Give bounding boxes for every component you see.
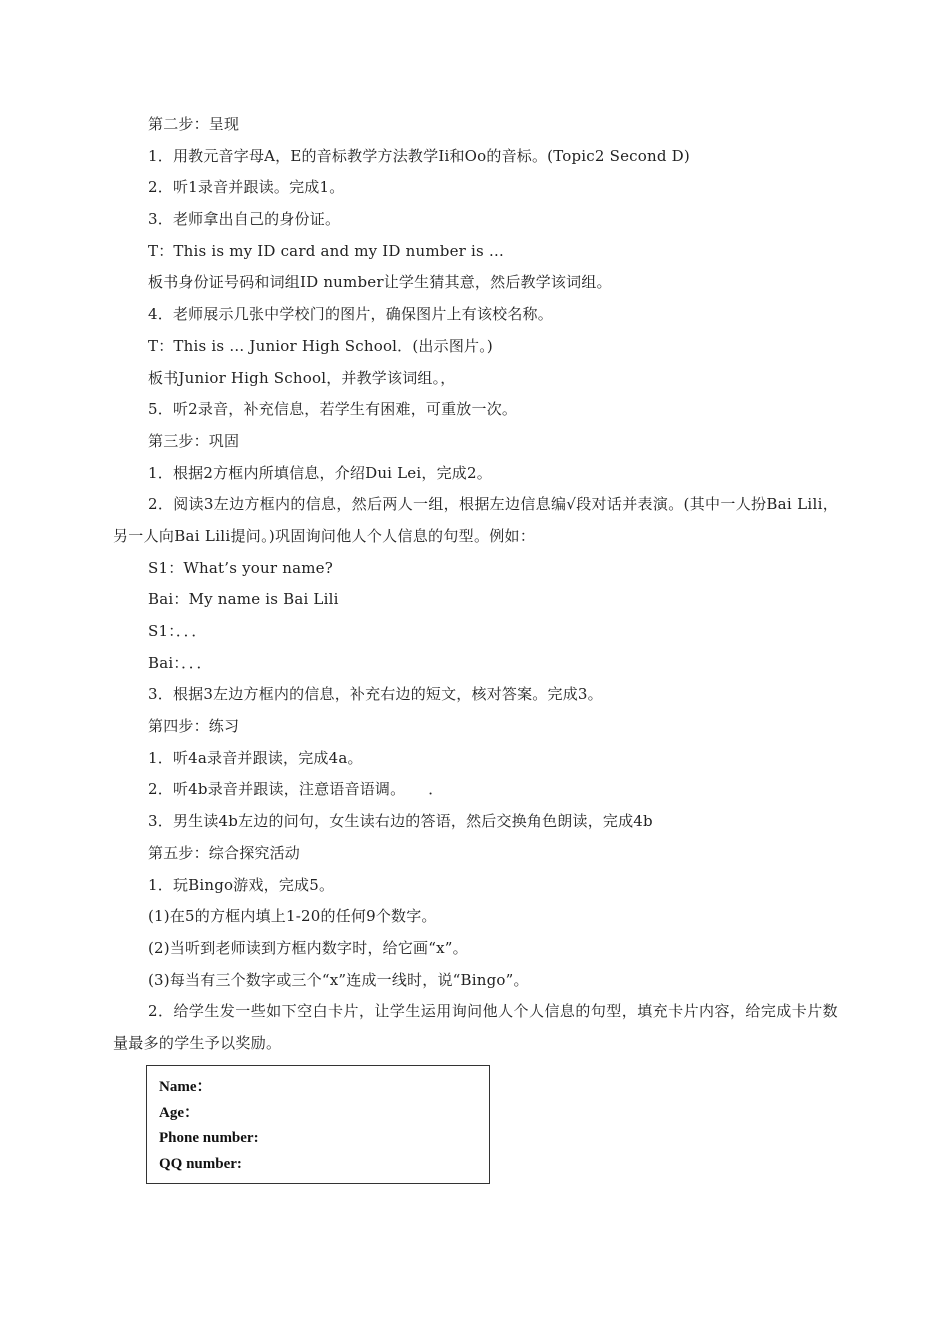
lesson-plan-body [113,109,838,1060]
blank-info-card [146,1065,490,1184]
paragraph: 3．根据3左边方框内的信息，补充右边的短文，核对答案。完成3。 [148,685,603,704]
dialogue-line: Bai：．．． [148,653,212,672]
paragraph: 板书身份证号码和词组ID number让学生猜其意，然后教学该词组。 [148,273,612,292]
paragraph: 3．老师拿出自己的身份证。 [148,210,341,229]
paragraph: 1．用教元音字母A，E的音标教学方法教学Ii和Oo的音标。(Topic2 Second D) [148,146,690,165]
paragraph: 1．根据2方框内所填信息，介绍Dui Lei，完成2。 [148,463,492,482]
step-heading: 第二步：呈现 [148,115,240,133]
card-phone-label: Phone number: [159,1130,259,1146]
paragraph: 4．老师展示几张中学校门的图片，确保图片上有该校名称。 [148,305,553,324]
paragraph: 2．听1录音并跟读。完成1。 [148,178,345,197]
sub-item: (1)在5的方框内填上1-20的任何9个数字。 [148,907,437,926]
paragraph: 2．听4b录音并跟读，注意语音语调。 ． [148,780,444,799]
paragraph: 3．男生读4b左边的问句，女生读右边的答语，然后交换角色朗读，完成4b [148,812,653,831]
paragraph-wrapped: 2．阅读3左边方框内的信息，然后两人一组，根据左边信息编√段对话并表演。(其中一人扮Bai Lili，另一人向Bai Lili提问。)巩固询问他人个人信息的句型。例如： [113,495,838,545]
card-age-label: Age： [159,1104,199,1121]
step-heading: 第四步：练习 [148,717,240,736]
dialogue-line: T：This is … Junior High School．(出示图片。) [148,336,493,355]
sub-item: (2)当听到老师读到方框内数字时，给它画“x”。 [148,938,468,957]
step-heading: 第五步：综合探究活动 [148,843,301,862]
sub-item: (3)每当有三个数字或三个“x”连成一线时，说“Bingo”。 [148,970,529,989]
paragraph: 5．听2录音，补充信息，若学生有困难，可重放一次。 [148,400,518,419]
step-heading: 第三步：巩固 [148,431,240,450]
paragraph: 板书Junior High School，并教学该词组。， [148,368,456,387]
paragraph: 1．玩Bingo游戏，完成5。 [148,875,335,894]
paragraph: 1．听4a录音并跟读，完成4a。 [148,748,363,767]
card-name-label: Name： [159,1079,212,1095]
paragraph-wrapped: 2．给学生发一些如下空白卡片，让学生运用询问他人个人信息的句型，填充卡片内容，给完成卡片数量最多的学生予以奖励。 [113,1002,838,1052]
card-qq-label: QQ number: [159,1155,242,1172]
dialogue-line: S1：What’s your name? [148,558,333,577]
dialogue-line: S1：．．． [148,622,207,641]
dialogue-line: Bai：My name is Bai Lili [148,590,339,609]
dialogue-line: T：This is my ID card and my ID number is … [148,241,505,260]
